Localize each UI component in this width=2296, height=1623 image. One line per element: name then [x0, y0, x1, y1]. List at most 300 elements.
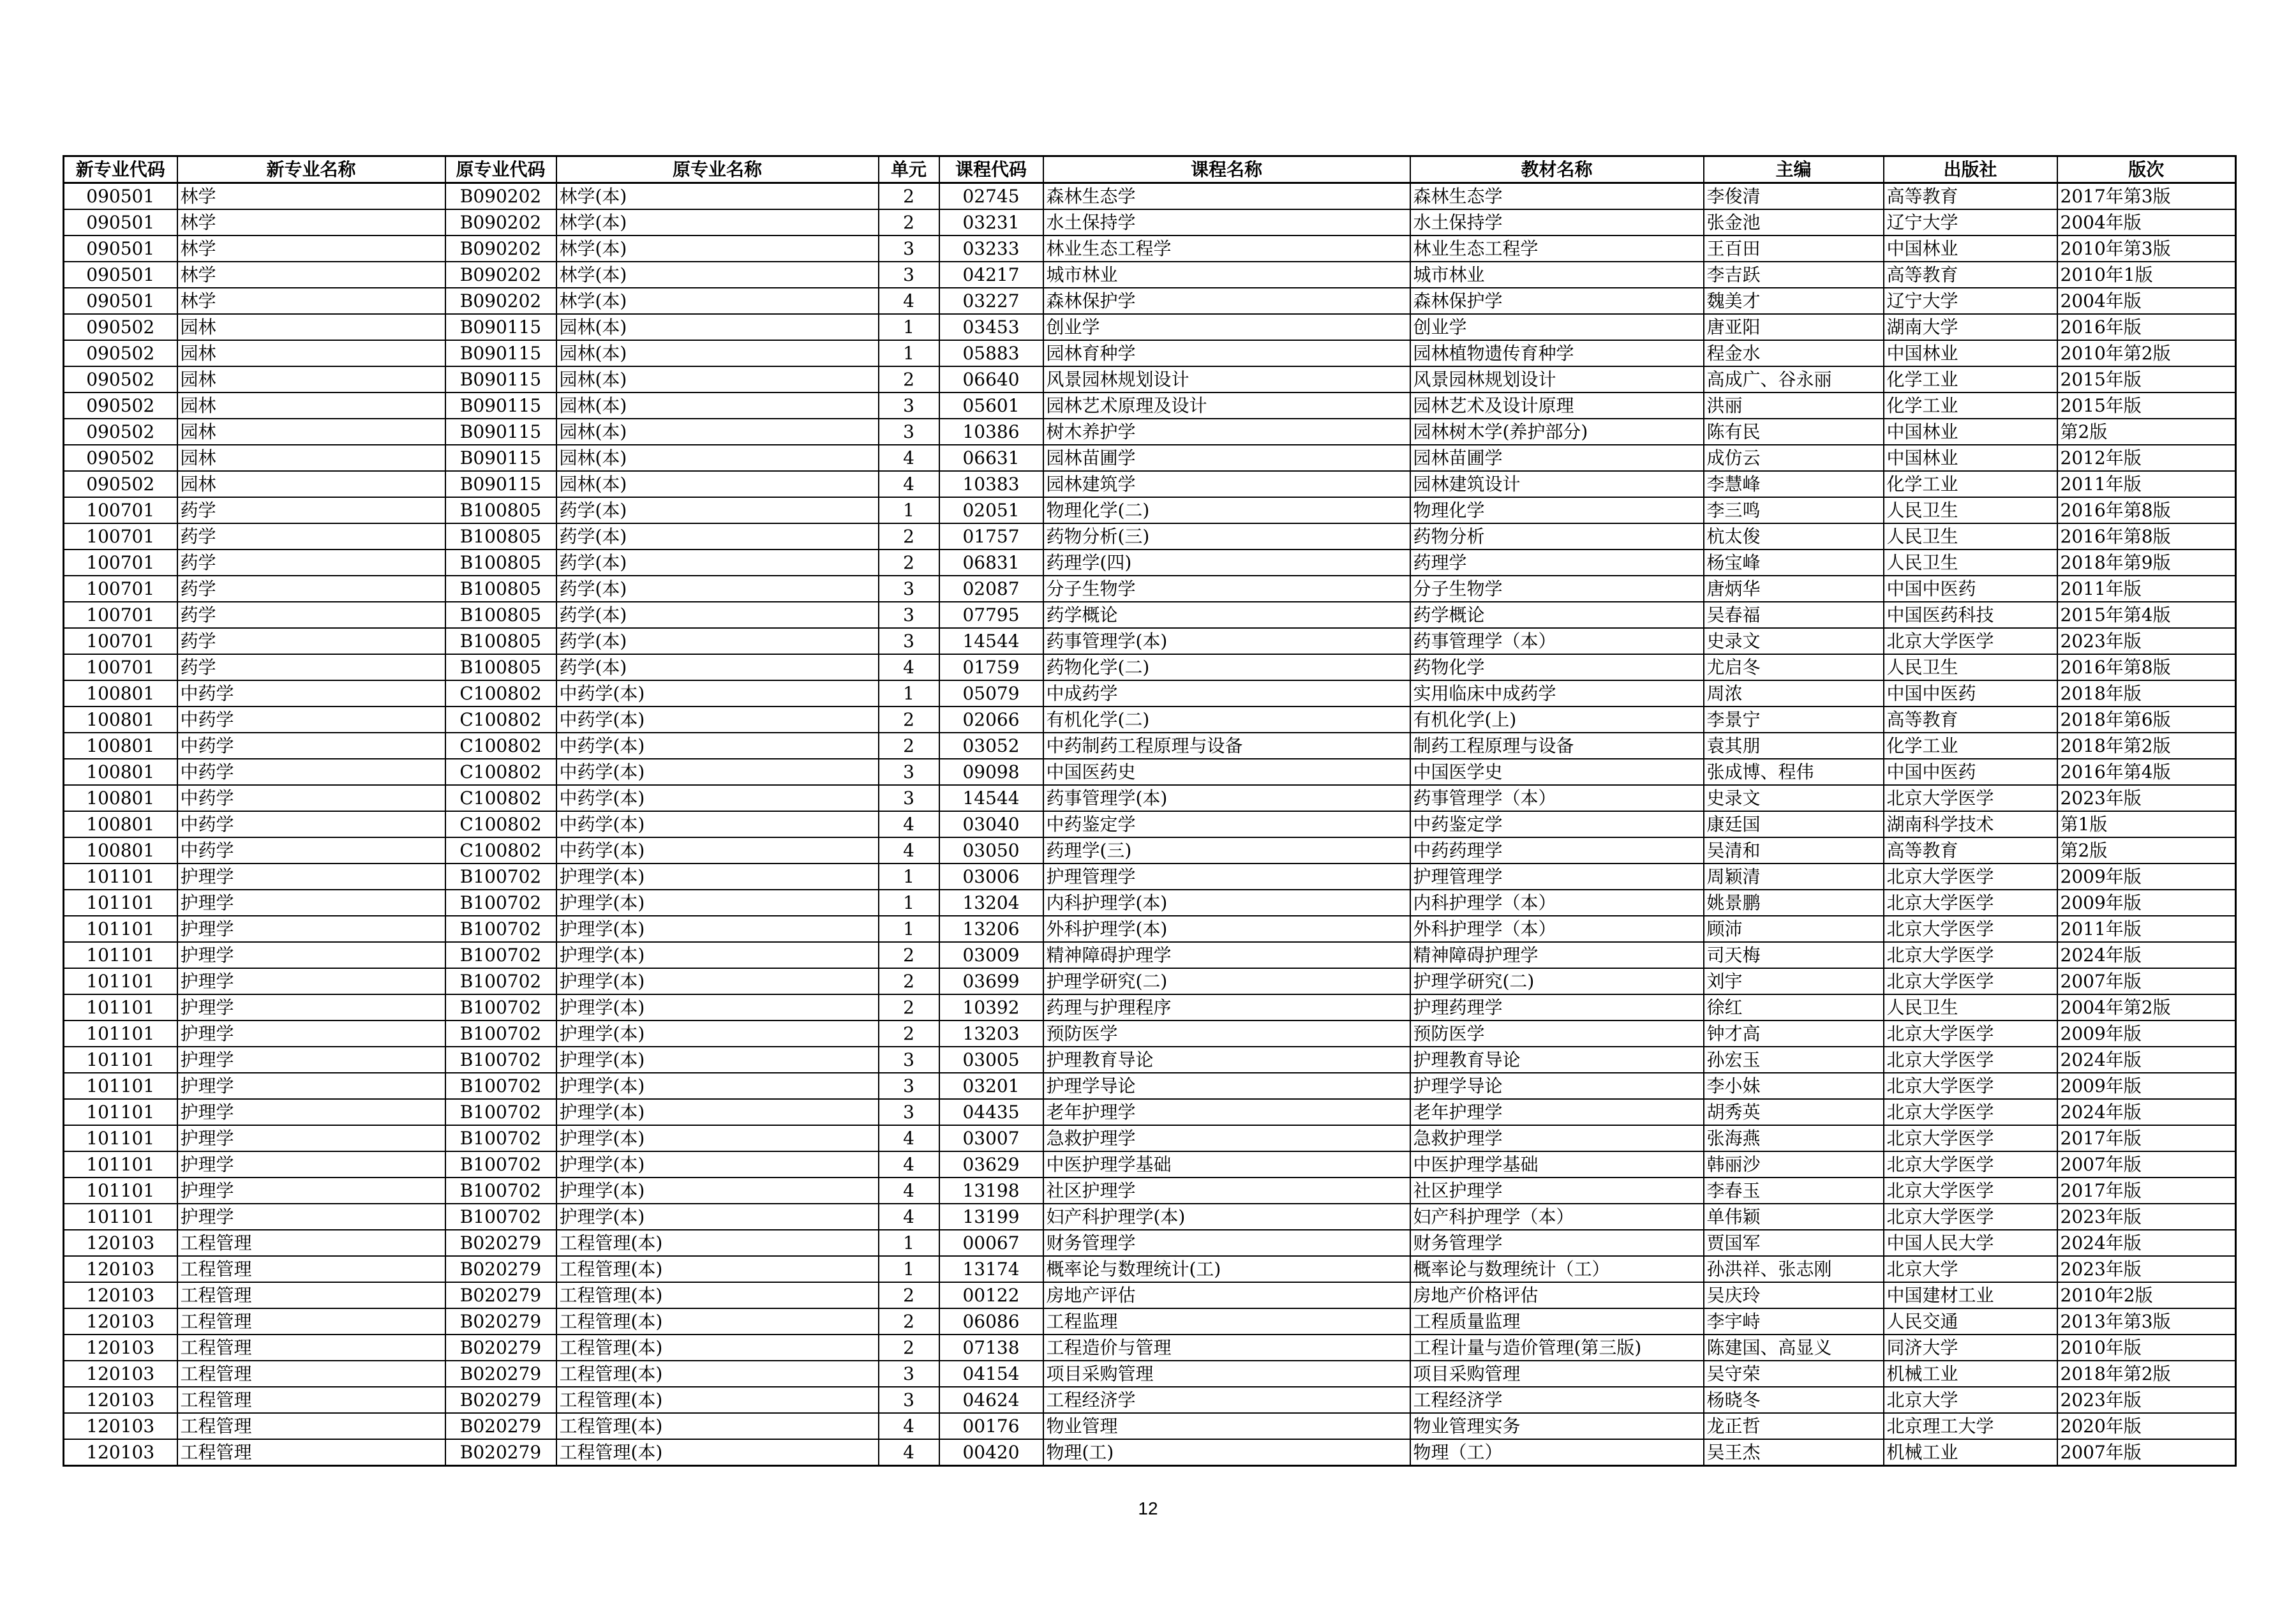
edition-cell: 2023年版 — [2057, 628, 2236, 654]
publisher-cell: 同济大学 — [1884, 1335, 2057, 1361]
course-name-cell: 水土保持学 — [1043, 209, 1410, 236]
old-major-code-cell: B020279 — [445, 1387, 556, 1413]
old-major-name-cell: 工程管理(本) — [556, 1282, 879, 1308]
old-major-name-cell: 林学(本) — [556, 236, 879, 262]
old-major-code-cell: B020279 — [445, 1282, 556, 1308]
textbook-name-cell: 外科护理学（本） — [1410, 916, 1704, 942]
table-row — [64, 837, 2236, 864]
course-name-cell: 财务管理学 — [1043, 1230, 1410, 1256]
textbook-name-cell: 药事管理学（本） — [1410, 628, 1704, 654]
editor-cell: 魏美才 — [1704, 288, 1884, 314]
old-major-code-cell: B020279 — [445, 1361, 556, 1387]
old-major-name-cell: 园林(本) — [556, 340, 879, 366]
new-major-name-cell: 药学 — [177, 628, 445, 654]
course-code-cell: 13204 — [939, 890, 1043, 916]
new-major-code-cell: 101101 — [64, 1204, 177, 1230]
unit-cell: 3 — [879, 1099, 939, 1125]
course-name-cell: 有机化学(二) — [1043, 707, 1410, 733]
editor-cell: 胡秀英 — [1704, 1099, 1884, 1125]
table-row — [64, 1335, 2236, 1361]
textbook-name-cell: 药物化学 — [1410, 654, 1704, 680]
new-major-code-cell: 101101 — [64, 968, 177, 994]
course-name-cell: 药理学(四) — [1043, 550, 1410, 576]
publisher-cell: 北京大学医学 — [1884, 785, 2057, 811]
publisher-cell: 辽宁大学 — [1884, 209, 2057, 236]
textbook-name-cell: 药事管理学（本） — [1410, 785, 1704, 811]
editor-cell: 李宇峙 — [1704, 1308, 1884, 1335]
unit-cell: 2 — [879, 523, 939, 550]
table-row — [64, 1151, 2236, 1178]
unit-cell: 4 — [879, 445, 939, 471]
unit-cell: 4 — [879, 288, 939, 314]
edition-cell: 2013年第3版 — [2057, 1308, 2236, 1335]
new-major-name-cell: 护理学 — [177, 994, 445, 1021]
publisher-cell: 北京大学医学 — [1884, 1047, 2057, 1073]
unit-cell: 4 — [879, 471, 939, 497]
new-major-name-cell: 工程管理 — [177, 1439, 445, 1466]
table-row — [64, 994, 2236, 1021]
unit-cell: 2 — [879, 994, 939, 1021]
new-major-code-cell: 090502 — [64, 419, 177, 445]
unit-cell: 1 — [879, 1256, 939, 1282]
publisher-cell: 中国中医药 — [1884, 576, 2057, 602]
publisher-cell: 化学工业 — [1884, 471, 2057, 497]
old-major-code-cell: B100702 — [445, 942, 556, 968]
publisher-cell: 中国林业 — [1884, 340, 2057, 366]
course-name-cell: 工程监理 — [1043, 1308, 1410, 1335]
edition-cell: 第1版 — [2057, 811, 2236, 837]
new-major-name-cell: 中药学 — [177, 680, 445, 707]
textbook-name-cell: 预防医学 — [1410, 1021, 1704, 1047]
old-major-name-cell: 护理学(本) — [556, 942, 879, 968]
editor-cell: 吴守荣 — [1704, 1361, 1884, 1387]
textbook-name-cell: 中医护理学基础 — [1410, 1151, 1704, 1178]
course-code-cell: 03453 — [939, 314, 1043, 340]
table-row — [64, 1256, 2236, 1282]
publisher-cell: 湖南大学 — [1884, 314, 2057, 340]
old-major-code-cell: B020279 — [445, 1335, 556, 1361]
new-major-code-cell: 100701 — [64, 497, 177, 523]
new-major-code-cell: 100801 — [64, 680, 177, 707]
editor-cell: 单伟颖 — [1704, 1204, 1884, 1230]
publisher-cell: 人民卫生 — [1884, 654, 2057, 680]
old-major-name-cell: 药学(本) — [556, 550, 879, 576]
old-major-name-cell: 药学(本) — [556, 523, 879, 550]
editor-cell: 徐红 — [1704, 994, 1884, 1021]
textbook-name-cell: 有机化学(上) — [1410, 707, 1704, 733]
textbook-name-cell: 急救护理学 — [1410, 1125, 1704, 1151]
editor-cell: 李景宁 — [1704, 707, 1884, 733]
old-major-name-cell: 护理学(本) — [556, 1099, 879, 1125]
new-major-code-cell: 090502 — [64, 314, 177, 340]
editor-cell: 贾国军 — [1704, 1230, 1884, 1256]
editor-cell: 陈建国、高显义 — [1704, 1335, 1884, 1361]
edition-cell: 2010年第3版 — [2057, 236, 2236, 262]
editor-cell: 刘宇 — [1704, 968, 1884, 994]
new-major-code-cell: 100801 — [64, 707, 177, 733]
editor-cell: 袁其朋 — [1704, 733, 1884, 759]
table-row — [64, 1125, 2236, 1151]
course-name-cell: 园林建筑学 — [1043, 471, 1410, 497]
course-code-cell: 09098 — [939, 759, 1043, 785]
editor-cell: 韩丽沙 — [1704, 1151, 1884, 1178]
edition-cell: 2018年版 — [2057, 680, 2236, 707]
textbook-name-cell: 社区护理学 — [1410, 1178, 1704, 1204]
edition-cell: 2017年版 — [2057, 1178, 2236, 1204]
new-major-code-cell: 090502 — [64, 393, 177, 419]
course-name-cell: 护理管理学 — [1043, 864, 1410, 890]
new-major-name-cell: 护理学 — [177, 890, 445, 916]
old-major-name-cell: 护理学(本) — [556, 1073, 879, 1099]
unit-cell: 3 — [879, 602, 939, 628]
course-code-cell: 03005 — [939, 1047, 1043, 1073]
old-major-name-cell: 园林(本) — [556, 366, 879, 393]
publisher-cell: 中国中医药 — [1884, 759, 2057, 785]
editor-cell: 杭太俊 — [1704, 523, 1884, 550]
course-code-cell: 14544 — [939, 785, 1043, 811]
textbook-name-cell: 森林生态学 — [1410, 183, 1704, 210]
course-name-cell: 药物化学(二) — [1043, 654, 1410, 680]
new-major-name-cell: 工程管理 — [177, 1230, 445, 1256]
new-major-name-cell: 中药学 — [177, 837, 445, 864]
publisher-cell: 中国中医药 — [1884, 680, 2057, 707]
new-major-name-cell: 工程管理 — [177, 1282, 445, 1308]
new-major-code-cell: 101101 — [64, 994, 177, 1021]
course-code-cell: 05883 — [939, 340, 1043, 366]
new-major-code-cell: 090501 — [64, 288, 177, 314]
editor-cell: 程金水 — [1704, 340, 1884, 366]
new-major-code-cell: 101101 — [64, 890, 177, 916]
table-row — [64, 550, 2236, 576]
publisher-cell: 北京大学医学 — [1884, 1204, 2057, 1230]
editor-cell: 张成博、程伟 — [1704, 759, 1884, 785]
unit-cell: 2 — [879, 733, 939, 759]
edition-cell: 2009年版 — [2057, 1073, 2236, 1099]
course-name-cell: 中国医药史 — [1043, 759, 1410, 785]
new-major-name-cell: 护理学 — [177, 1204, 445, 1230]
textbook-name-cell: 护理教育导论 — [1410, 1047, 1704, 1073]
old-major-name-cell: 药学(本) — [556, 576, 879, 602]
table-row — [64, 654, 2236, 680]
table-row — [64, 366, 2236, 393]
textbook-name-cell: 城市林业 — [1410, 262, 1704, 288]
textbook-name-cell: 内科护理学（本） — [1410, 890, 1704, 916]
editor-cell: 龙正哲 — [1704, 1413, 1884, 1439]
unit-cell: 2 — [879, 1282, 939, 1308]
edition-cell: 2020年版 — [2057, 1413, 2236, 1439]
new-major-name-cell: 护理学 — [177, 1099, 445, 1125]
publisher-cell: 中国人民大学 — [1884, 1230, 2057, 1256]
new-major-name-cell: 园林 — [177, 314, 445, 340]
textbook-name-cell: 工程计量与造价管理(第三版) — [1410, 1335, 1704, 1361]
old-major-name-cell: 护理学(本) — [556, 864, 879, 890]
edition-cell: 2009年版 — [2057, 864, 2236, 890]
old-major-name-cell: 林学(本) — [556, 183, 879, 210]
editor-cell: 钟才高 — [1704, 1021, 1884, 1047]
textbook-name-cell: 药物分析 — [1410, 523, 1704, 550]
old-major-code-cell: B100805 — [445, 602, 556, 628]
edition-cell: 2010年2版 — [2057, 1282, 2236, 1308]
course-code-cell: 03629 — [939, 1151, 1043, 1178]
new-major-name-cell: 护理学 — [177, 916, 445, 942]
header-course-code: 课程代码 — [939, 156, 1043, 183]
textbook-name-cell: 水土保持学 — [1410, 209, 1704, 236]
course-name-cell: 精神障碍护理学 — [1043, 942, 1410, 968]
new-major-name-cell: 中药学 — [177, 785, 445, 811]
edition-cell: 2024年版 — [2057, 1047, 2236, 1073]
textbook-name-cell: 中药药理学 — [1410, 837, 1704, 864]
publisher-cell: 北京大学医学 — [1884, 890, 2057, 916]
editor-cell: 杨宝峰 — [1704, 550, 1884, 576]
editor-cell: 吴春福 — [1704, 602, 1884, 628]
unit-cell: 4 — [879, 1439, 939, 1466]
edition-cell: 2024年版 — [2057, 942, 2236, 968]
edition-cell: 2018年第2版 — [2057, 1361, 2236, 1387]
publisher-cell: 北京大学医学 — [1884, 628, 2057, 654]
old-major-code-cell: C100802 — [445, 733, 556, 759]
edition-cell: 2010年1版 — [2057, 262, 2236, 288]
table-body — [64, 183, 2236, 1466]
old-major-code-cell: B100805 — [445, 654, 556, 680]
new-major-code-cell: 100801 — [64, 733, 177, 759]
old-major-code-cell: B100702 — [445, 1047, 556, 1073]
course-name-cell: 房地产评估 — [1043, 1282, 1410, 1308]
new-major-code-cell: 120103 — [64, 1413, 177, 1439]
new-major-name-cell: 工程管理 — [177, 1413, 445, 1439]
publisher-cell: 化学工业 — [1884, 393, 2057, 419]
unit-cell: 4 — [879, 837, 939, 864]
new-major-code-cell: 120103 — [64, 1439, 177, 1466]
unit-cell: 4 — [879, 1151, 939, 1178]
unit-cell: 3 — [879, 1387, 939, 1413]
table-row — [64, 1073, 2236, 1099]
textbook-name-cell: 项目采购管理 — [1410, 1361, 1704, 1387]
publisher-cell: 北京大学医学 — [1884, 1021, 2057, 1047]
publisher-cell: 北京大学 — [1884, 1387, 2057, 1413]
publisher-cell: 北京大学医学 — [1884, 1151, 2057, 1178]
header-edition: 版次 — [2057, 156, 2236, 183]
unit-cell: 4 — [879, 811, 939, 837]
edition-cell: 2024年版 — [2057, 1230, 2236, 1256]
textbook-name-cell: 中药鉴定学 — [1410, 811, 1704, 837]
course-name-cell: 社区护理学 — [1043, 1178, 1410, 1204]
old-major-name-cell: 护理学(本) — [556, 916, 879, 942]
course-name-cell: 物理(工) — [1043, 1439, 1410, 1466]
edition-cell: 2023年版 — [2057, 1387, 2236, 1413]
old-major-code-cell: B100702 — [445, 1099, 556, 1125]
table-header-row — [64, 156, 2236, 183]
table-row — [64, 576, 2236, 602]
old-major-code-cell: B090115 — [445, 471, 556, 497]
course-code-cell: 06640 — [939, 366, 1043, 393]
table-row — [64, 1021, 2236, 1047]
header-new-major-name: 新专业名称 — [177, 156, 445, 183]
old-major-name-cell: 林学(本) — [556, 209, 879, 236]
textbook-name-cell: 物理化学 — [1410, 497, 1704, 523]
editor-cell: 周颖清 — [1704, 864, 1884, 890]
new-major-code-cell: 100701 — [64, 576, 177, 602]
unit-cell: 2 — [879, 942, 939, 968]
course-name-cell: 药理与护理程序 — [1043, 994, 1410, 1021]
table-row — [64, 471, 2236, 497]
unit-cell: 3 — [879, 1047, 939, 1073]
publisher-cell: 化学工业 — [1884, 366, 2057, 393]
publisher-cell: 北京大学医学 — [1884, 942, 2057, 968]
old-major-code-cell: C100802 — [445, 680, 556, 707]
new-major-name-cell: 林学 — [177, 236, 445, 262]
table-row — [64, 209, 2236, 236]
unit-cell: 1 — [879, 497, 939, 523]
unit-cell: 3 — [879, 628, 939, 654]
course-code-cell: 07138 — [939, 1335, 1043, 1361]
edition-cell: 2016年版 — [2057, 314, 2236, 340]
new-major-code-cell: 100701 — [64, 628, 177, 654]
old-major-name-cell: 园林(本) — [556, 445, 879, 471]
unit-cell: 1 — [879, 340, 939, 366]
course-code-cell: 03009 — [939, 942, 1043, 968]
unit-cell: 4 — [879, 654, 939, 680]
header-editor: 主编 — [1704, 156, 1884, 183]
course-code-cell: 07795 — [939, 602, 1043, 628]
textbook-name-cell: 妇产科护理学（本） — [1410, 1204, 1704, 1230]
old-major-code-cell: B020279 — [445, 1230, 556, 1256]
old-major-code-cell: B090202 — [445, 209, 556, 236]
unit-cell: 3 — [879, 393, 939, 419]
textbook-name-cell: 精神障碍护理学 — [1410, 942, 1704, 968]
course-name-cell: 急救护理学 — [1043, 1125, 1410, 1151]
course-code-cell: 00122 — [939, 1282, 1043, 1308]
course-name-cell: 预防医学 — [1043, 1021, 1410, 1047]
course-code-cell: 00420 — [939, 1439, 1043, 1466]
editor-cell: 高成广、谷永丽 — [1704, 366, 1884, 393]
new-major-name-cell: 护理学 — [177, 864, 445, 890]
course-code-cell: 13203 — [939, 1021, 1043, 1047]
publisher-cell: 北京大学医学 — [1884, 916, 2057, 942]
unit-cell: 2 — [879, 1308, 939, 1335]
textbook-table — [63, 155, 2237, 1467]
publisher-cell: 中国林业 — [1884, 445, 2057, 471]
old-major-name-cell: 工程管理(本) — [556, 1439, 879, 1466]
new-major-code-cell: 100801 — [64, 759, 177, 785]
old-major-name-cell: 中药学(本) — [556, 733, 879, 759]
page-number: 12 — [1138, 1499, 1158, 1518]
old-major-name-cell: 护理学(本) — [556, 1125, 879, 1151]
textbook-name-cell: 分子生物学 — [1410, 576, 1704, 602]
course-name-cell: 分子生物学 — [1043, 576, 1410, 602]
new-major-name-cell: 园林 — [177, 366, 445, 393]
new-major-name-cell: 护理学 — [177, 1125, 445, 1151]
unit-cell: 2 — [879, 366, 939, 393]
course-code-cell: 06831 — [939, 550, 1043, 576]
textbook-name-cell: 创业学 — [1410, 314, 1704, 340]
table-row — [64, 523, 2236, 550]
textbook-name-cell: 护理管理学 — [1410, 864, 1704, 890]
publisher-cell: 北京大学医学 — [1884, 1178, 2057, 1204]
old-major-name-cell: 工程管理(本) — [556, 1387, 879, 1413]
old-major-code-cell: B090115 — [445, 419, 556, 445]
new-major-code-cell: 120103 — [64, 1335, 177, 1361]
publisher-cell: 中国林业 — [1884, 236, 2057, 262]
edition-cell: 2023年版 — [2057, 1204, 2236, 1230]
course-code-cell: 13206 — [939, 916, 1043, 942]
edition-cell: 2016年第8版 — [2057, 497, 2236, 523]
old-major-code-cell: B100702 — [445, 1021, 556, 1047]
editor-cell: 姚景鹏 — [1704, 890, 1884, 916]
edition-cell: 2024年版 — [2057, 1099, 2236, 1125]
edition-cell: 2017年版 — [2057, 1125, 2236, 1151]
unit-cell: 2 — [879, 183, 939, 210]
unit-cell: 4 — [879, 1204, 939, 1230]
old-major-name-cell: 工程管理(本) — [556, 1361, 879, 1387]
new-major-code-cell: 101101 — [64, 916, 177, 942]
header-unit: 单元 — [879, 156, 939, 183]
unit-cell: 4 — [879, 1125, 939, 1151]
table-row — [64, 968, 2236, 994]
new-major-code-cell: 101101 — [64, 1073, 177, 1099]
table-row — [64, 1361, 2236, 1387]
editor-cell: 唐炳华 — [1704, 576, 1884, 602]
old-major-code-cell: B090115 — [445, 340, 556, 366]
edition-cell: 2023年版 — [2057, 785, 2236, 811]
table-row — [64, 262, 2236, 288]
unit-cell: 2 — [879, 209, 939, 236]
course-code-cell: 02051 — [939, 497, 1043, 523]
course-name-cell: 药学概论 — [1043, 602, 1410, 628]
old-major-name-cell: 护理学(本) — [556, 1178, 879, 1204]
textbook-name-cell: 园林植物遗传育种学 — [1410, 340, 1704, 366]
new-major-code-cell: 101101 — [64, 1151, 177, 1178]
new-major-name-cell: 护理学 — [177, 1151, 445, 1178]
table-row — [64, 707, 2236, 733]
old-major-name-cell: 中药学(本) — [556, 680, 879, 707]
course-name-cell: 创业学 — [1043, 314, 1410, 340]
old-major-code-cell: C100802 — [445, 707, 556, 733]
old-major-code-cell: B100702 — [445, 916, 556, 942]
course-code-cell: 06086 — [939, 1308, 1043, 1335]
edition-cell: 2015年第4版 — [2057, 602, 2236, 628]
new-major-name-cell: 护理学 — [177, 1073, 445, 1099]
textbook-name-cell: 制药工程原理与设备 — [1410, 733, 1704, 759]
editor-cell: 李小妹 — [1704, 1073, 1884, 1099]
unit-cell: 1 — [879, 1230, 939, 1256]
old-major-name-cell: 护理学(本) — [556, 994, 879, 1021]
course-name-cell: 园林育种学 — [1043, 340, 1410, 366]
editor-cell: 李慧峰 — [1704, 471, 1884, 497]
table-row — [64, 497, 2236, 523]
editor-cell: 张金池 — [1704, 209, 1884, 236]
unit-cell: 1 — [879, 864, 939, 890]
old-major-name-cell: 护理学(本) — [556, 968, 879, 994]
textbook-name-cell: 森林保护学 — [1410, 288, 1704, 314]
table-row — [64, 785, 2236, 811]
course-name-cell: 药事管理学(本) — [1043, 785, 1410, 811]
course-name-cell: 中医护理学基础 — [1043, 1151, 1410, 1178]
unit-cell: 2 — [879, 707, 939, 733]
editor-cell: 孙洪祥、张志刚 — [1704, 1256, 1884, 1282]
table-row — [64, 1178, 2236, 1204]
edition-cell: 2016年第4版 — [2057, 759, 2236, 785]
table-row — [64, 340, 2236, 366]
table-row — [64, 288, 2236, 314]
old-major-name-cell: 药学(本) — [556, 602, 879, 628]
header-publisher: 出版社 — [1884, 156, 2057, 183]
new-major-code-cell: 090501 — [64, 236, 177, 262]
publisher-cell: 北京大学医学 — [1884, 1125, 2057, 1151]
old-major-name-cell: 护理学(本) — [556, 1047, 879, 1073]
old-major-code-cell: C100802 — [445, 785, 556, 811]
edition-cell: 2011年版 — [2057, 916, 2236, 942]
editor-cell: 司天梅 — [1704, 942, 1884, 968]
